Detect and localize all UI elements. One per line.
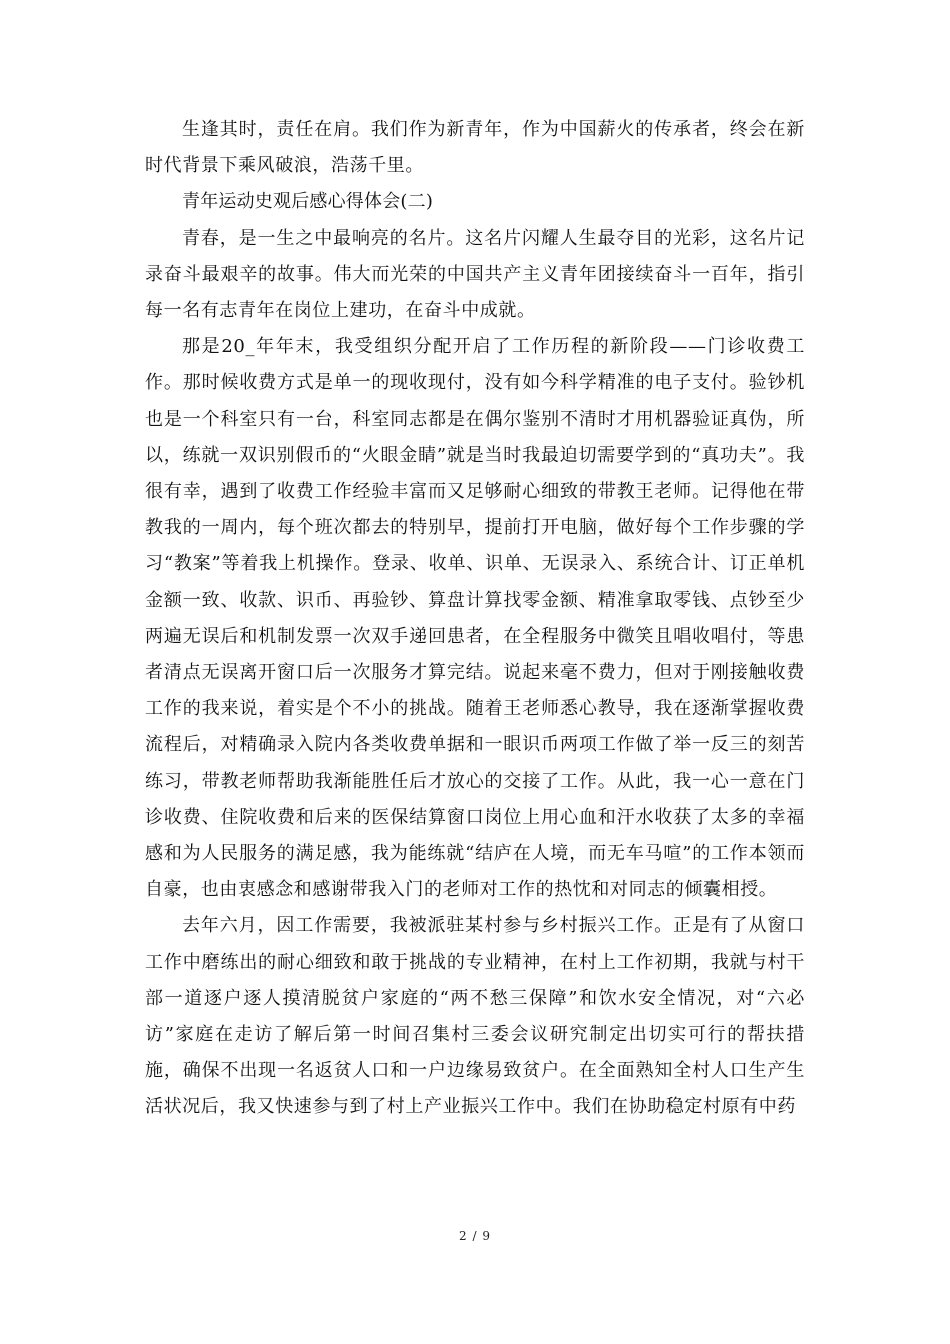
paragraph-intro: 青春，是一生之中最响亮的名片。这名片闪耀人生最夺目的光彩，这名片记录奋斗最艰辛的故事。伟大而光荣的中国共产主义青年团接续奋斗一百年，指引每一名有志青年在岗位上建功，在奋斗中成就。 xyxy=(145,227,805,322)
paragraph-toll-work: 那是20_年年末，我受组织分配开启了工作历程的新阶段——门诊收费工作。那时候收费方式是单一的现收现付，没有如今科学精准的电子支付。验钞机也是一个科室只有一台，科室同志都是在偶尔鉴别不清时才用机器验证真伪，所以，练就一双识别假币的“火眼金睛”就是当时我最迫切需要学到的“真功夫”。我很有幸，遇到了收费工作经验丰富而又足够耐心细致的带教王老师。记得他在带教我的一周内，每个班次都去的特别早，提前打开电脑，做好每个工作步骤的学习“教案”等着我上机操作。登录、收单、识单、无误录入、系统合计、订正单机金额一致、收款、识币、再验钞、算盘计算找零金额、精准拿取零钱、点钞至少两遍无误后和机制发票一次双手递回患者，在全程服务中微笑且唱收唱付，等患者清点无误离开窗口后一次服务才算完结。说起来毫不费力，但对于刚接触收费工作的我来说，着实是个不小的挑战。随着王老师悉心教导，我在逐渐掌握收费流程后，对精确录入院内各类收费单据和一眼识币两项工作做了举一反三的刻苦练习，带教老师帮助我渐能胜任后才放心的交接了工作。从此，我一心一意在门诊收费、住院收费和后来的医保结算窗口岗位上用心血和汗水收获了太多的幸福感和为人民服务的满足感，我为能练就“结庐在人境，而无车马喧”的工作本领而自豪，也由衷感念和感谢带我入门的老师对工作的热忱和对同志的倾囊相授。 xyxy=(145,336,805,901)
paragraph-closing: 生逢其时，责任在肩。我们作为新青年，作为中国薪火的传承者，终会在新时代背景下乘风破浪，浩荡千里。 xyxy=(145,119,805,177)
page-number: 2 / 9 xyxy=(459,1229,491,1243)
section-heading: 青年运动史观后感心得体会(二) xyxy=(182,191,434,213)
paragraph-rural-revitalization: 去年六月，因工作需要，我被派驻某村参与乡村振兴工作。正是有了从窗口工作中磨练出的耐心细致和敢于挑战的专业精神，在村上工作初期，我就与村干部一道逐户逐人摸清脱贫户家庭的“两不愁三保障”和饮水安全情况，对“六必访”家庭在走访了解后第一时间召集村三委会议研究制定出切实可行的帮扶措施，确保不出现一名返贫人口和一户边缘易致贫户。在全面熟知全村人口生产生活状况后，我又快速参与到了村上产业振兴工作中。我们在协助稳定村原有中药 xyxy=(145,915,805,1118)
document-body xyxy=(145,112,805,1126)
